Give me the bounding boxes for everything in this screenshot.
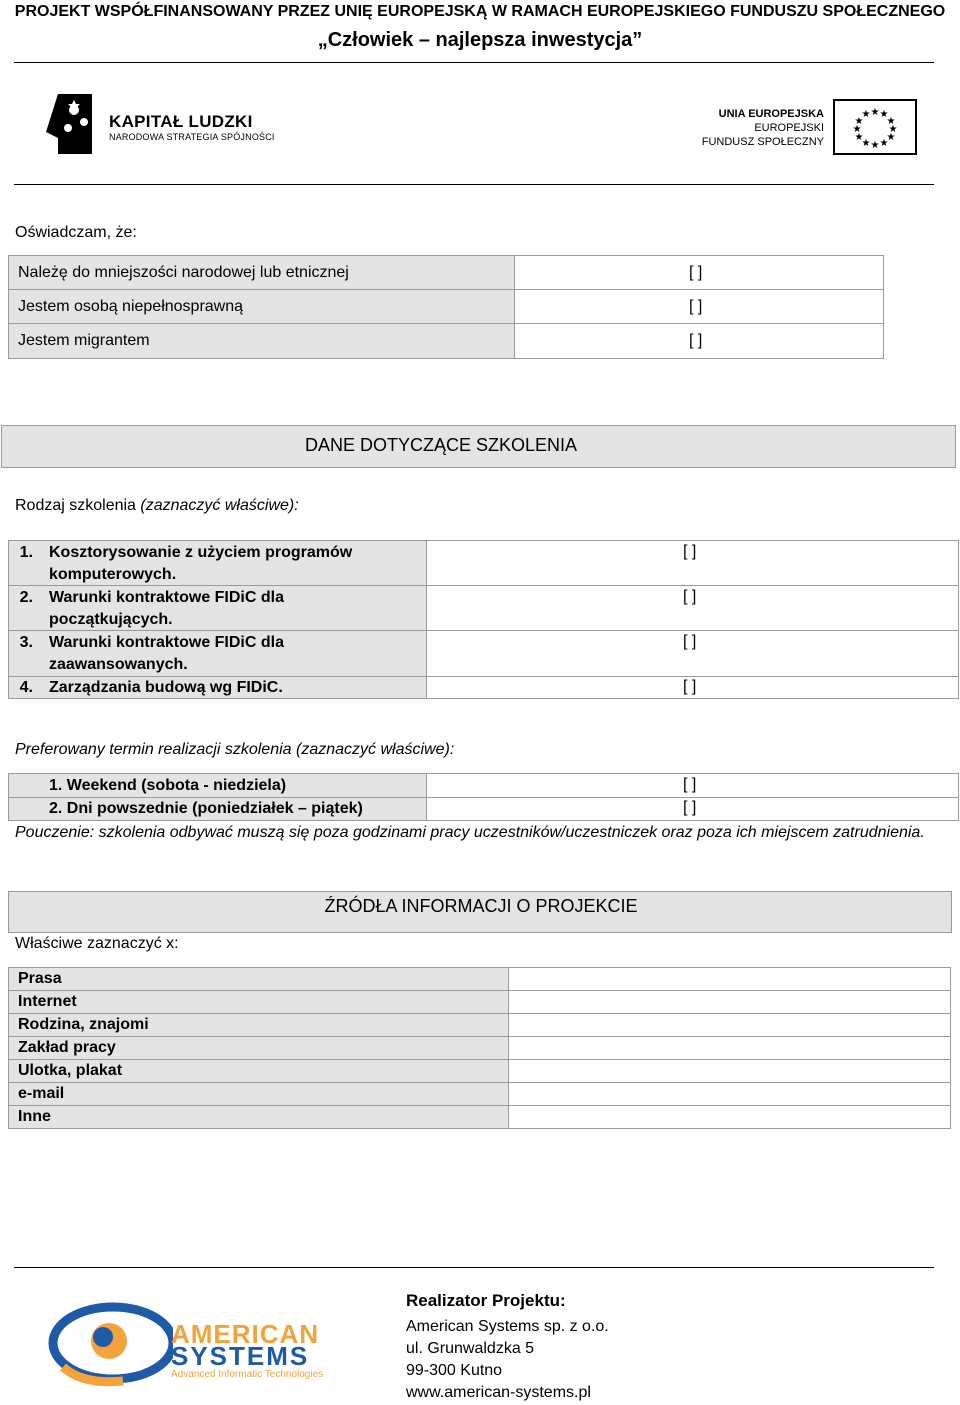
- company-website[interactable]: www.american-systems.pl: [406, 1384, 591, 1401]
- term-checkbox[interactable]: [ ]: [683, 799, 697, 816]
- divider: [14, 184, 934, 185]
- declaration-checkbox[interactable]: [ ]: [689, 264, 703, 281]
- sources-instruction: Właściwe zaznaczyć x:: [15, 935, 179, 952]
- kl-subtitle: NARODOWA STRATEGIA SPÓJNOŚCI: [109, 132, 275, 142]
- sources-title: ŹRÓDŁA INFORMACJI O PROJEKCIE: [324, 896, 638, 916]
- term-option-label: 2. Dni powszednie (poniedziałek – piątek): [9, 798, 427, 820]
- logo-tagline: Advanced Informatic Technologies: [171, 1369, 324, 1380]
- eye-logo-icon: [43, 1297, 173, 1389]
- sources-header: [8, 891, 952, 933]
- eu-line2: EUROPEJSKI: [754, 122, 824, 134]
- realizer-label: Realizator Projektu:: [406, 1291, 566, 1310]
- source-label: Zakład pracy: [9, 1037, 509, 1059]
- american-systems-logo: [43, 1297, 348, 1389]
- training-type-row: [8, 540, 959, 586]
- declaration-label: Jestem osobą niepełnosprawną: [9, 290, 515, 323]
- item-line1: Warunki kontraktowe FIDiC dla: [49, 589, 284, 606]
- project-slogan: „Człowiek – najlepsza inwestycja”: [317, 29, 643, 51]
- declaration-label: Należę do mniejszości narodowej lub etnicznej: [9, 256, 515, 289]
- company-name: American Systems sp. z o.o.: [406, 1318, 609, 1335]
- item-line2: początkujących.: [49, 611, 173, 628]
- svg-text:★: ★: [879, 109, 889, 120]
- item-line1: Warunki kontraktowe FIDiC dla: [49, 634, 284, 651]
- declaration-checkbox[interactable]: [ ]: [689, 298, 703, 315]
- training-type-row: [8, 630, 959, 677]
- company-street: ul. Grunwaldzka 5: [406, 1340, 535, 1357]
- eu-flag-icon: [833, 99, 917, 155]
- item-line2: zaawansowanych.: [49, 656, 188, 673]
- svg-text:★: ★: [886, 132, 896, 143]
- item-line1: Zarządzania budową wg FIDiC.: [49, 679, 283, 696]
- declaration-row: [8, 289, 884, 324]
- item-number: 2.: [19, 589, 33, 606]
- source-checkbox-cell[interactable]: [509, 1083, 950, 1105]
- svg-text:★: ★: [861, 138, 871, 149]
- training-type-text: Rodzaj szkolenia: [15, 497, 141, 514]
- source-checkbox-cell[interactable]: [509, 1060, 950, 1082]
- declaration-checkbox[interactable]: [ ]: [689, 332, 703, 349]
- source-label: e-mail: [9, 1083, 509, 1105]
- declaration-intro: Oświadczam, że:: [15, 224, 137, 241]
- training-type-checkbox[interactable]: [ ]: [683, 588, 697, 605]
- declaration-row: [8, 255, 884, 290]
- training-type-checkbox[interactable]: [ ]: [683, 543, 697, 560]
- source-label: Inne: [9, 1106, 509, 1128]
- term-checkbox[interactable]: [ ]: [683, 776, 697, 793]
- source-checkbox-cell[interactable]: [509, 1106, 950, 1128]
- source-row: [8, 1036, 951, 1060]
- source-row: [8, 990, 951, 1014]
- eu-logo-text: [700, 107, 824, 149]
- training-type-hint: (zaznaczyć właściwe):: [140, 497, 299, 514]
- source-row: [8, 1082, 951, 1106]
- term-label: Preferowany termin realizacji szkolenia (zaznaczyć właściwe):: [15, 741, 455, 758]
- svg-text:★: ★: [861, 109, 871, 120]
- source-label: Internet: [9, 991, 509, 1013]
- source-checkbox-cell[interactable]: [509, 991, 950, 1013]
- term-row: [8, 797, 959, 821]
- term-option-label: 1. Weekend (sobota - niedziela): [9, 774, 427, 797]
- eu-line3: FUNDUSZ SPOŁECZNY: [701, 136, 824, 148]
- svg-text:★: ★: [888, 124, 898, 135]
- sources-table: [8, 967, 951, 1129]
- logo-line1: AMERICAN: [171, 1319, 320, 1349]
- source-row: [8, 1013, 951, 1037]
- kapital-ludzki-logo: [44, 92, 104, 158]
- eu-stars-icon: [835, 101, 915, 153]
- divider: [14, 1267, 934, 1268]
- svg-text:★: ★: [870, 107, 880, 118]
- item-number: 3.: [19, 634, 33, 651]
- term-row: [8, 773, 959, 798]
- svg-text:★: ★: [879, 138, 889, 149]
- training-type-checkbox[interactable]: [ ]: [683, 633, 697, 650]
- project-header: PROJEKT WSPÓŁFINANSOWANY PRZEZ UNIĘ EUROPEJSKĄ W RAMACH EUROPEJSKIEGO FUNDUSZU SPOŁECZNEGO: [14, 3, 946, 20]
- source-row: [8, 1105, 951, 1129]
- section-title: DANE DOTYCZĄCE SZKOLENIA: [304, 435, 578, 455]
- source-checkbox-cell[interactable]: [509, 1037, 950, 1059]
- training-type-checkbox[interactable]: [ ]: [683, 678, 697, 695]
- source-label: Rodzina, znajomi: [9, 1014, 509, 1036]
- source-checkbox-cell[interactable]: [509, 968, 950, 990]
- kl-title: KAPITAŁ LUDZKI: [109, 112, 253, 131]
- svg-text:★: ★: [854, 116, 864, 127]
- company-city: 99-300 Kutno: [406, 1362, 503, 1379]
- source-label: Ulotka, plakat: [9, 1060, 509, 1082]
- training-section-header: [1, 425, 956, 468]
- item-number: 4.: [19, 679, 33, 696]
- source-row: [8, 1059, 951, 1083]
- item-line1: Kosztorysowanie z użyciem programów: [49, 544, 353, 561]
- source-label: Prasa: [9, 968, 509, 990]
- source-checkbox-cell[interactable]: [509, 1014, 950, 1036]
- svg-text:★: ★: [886, 116, 896, 127]
- declaration-row: [8, 323, 884, 359]
- svg-text:★: ★: [854, 132, 864, 143]
- training-type-row: [8, 676, 959, 699]
- divider: [14, 62, 934, 63]
- svg-text:★: ★: [870, 140, 880, 151]
- logo-line2: SYSTEMS: [171, 1341, 310, 1371]
- svg-text:★: ★: [852, 124, 862, 135]
- declaration-label: Jestem migrantem: [9, 324, 515, 358]
- training-type-label: [15, 497, 299, 515]
- training-type-row: [8, 585, 959, 631]
- item-line2: komputerowych.: [49, 566, 177, 583]
- eu-line1: UNIA EUROPEJSKA: [718, 108, 824, 120]
- source-row: [8, 967, 951, 991]
- notice-text: Pouczenie: szkolenia odbywać muszą się poza godzinami pracy uczestników/uczestniczek oraz poza ich miejscem zatrudnienia.: [15, 824, 925, 841]
- item-number: 1.: [19, 544, 33, 561]
